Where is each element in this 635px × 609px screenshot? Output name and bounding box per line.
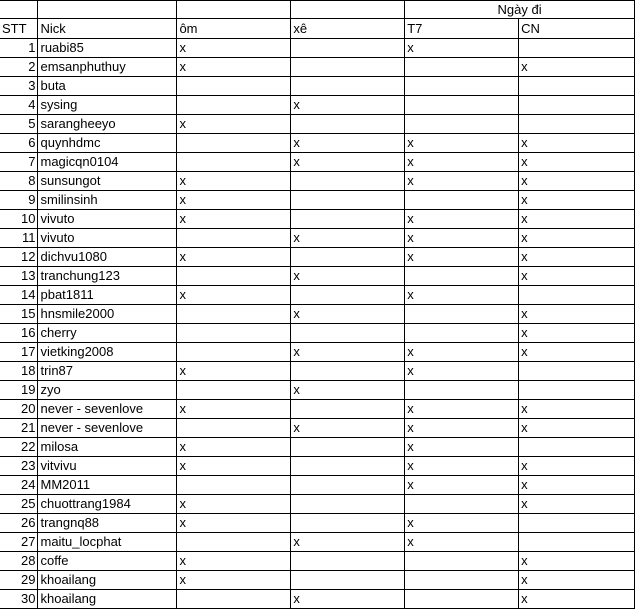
cell-stt[interactable]: 21 (0, 419, 38, 438)
cell-xe[interactable] (291, 552, 405, 571)
cell-t7[interactable]: x (405, 229, 519, 248)
table-row (0, 115, 635, 134)
cell-cn[interactable]: x (519, 343, 635, 362)
cell-xe[interactable] (291, 571, 405, 590)
table-row (0, 362, 635, 381)
cell-nick[interactable]: sarangheeyo (38, 115, 177, 134)
cell-xe[interactable]: x (291, 381, 405, 400)
cell-om[interactable] (177, 419, 291, 438)
cell-om[interactable]: x (177, 495, 291, 514)
cell-t7[interactable] (405, 305, 519, 324)
cell-om[interactable] (177, 324, 291, 343)
header-row (0, 19, 635, 39)
cell-cn[interactable] (519, 77, 635, 96)
cell-cn[interactable] (519, 514, 635, 533)
table-row (0, 96, 635, 115)
table-row (0, 457, 635, 476)
table-row (0, 419, 635, 438)
cell-nick[interactable]: pbat1811 (38, 286, 177, 305)
cell-om[interactable] (177, 590, 291, 609)
cell-t7[interactable] (405, 552, 519, 571)
cell-nick[interactable]: sunsungot (38, 172, 177, 191)
cell-xe[interactable]: x (291, 419, 405, 438)
cell-stt[interactable]: 25 (0, 495, 38, 514)
cell-stt[interactable]: 2 (0, 58, 38, 77)
cell-t7[interactable]: x (405, 210, 519, 229)
cell-nick[interactable]: zyo (38, 381, 177, 400)
cell-stt[interactable]: 22 (0, 438, 38, 457)
cell[interactable] (177, 1, 291, 19)
table-row (0, 324, 635, 343)
cell-t7[interactable]: x (405, 286, 519, 305)
cell-nick[interactable]: quynhdmc (38, 134, 177, 153)
table-row (0, 153, 635, 172)
table-row (0, 476, 635, 495)
cell-om[interactable]: x (177, 571, 291, 590)
table-row (0, 210, 635, 229)
cell-t7[interactable]: x (405, 343, 519, 362)
cell-stt[interactable]: 16 (0, 324, 38, 343)
cell-om[interactable] (177, 229, 291, 248)
cell-xe[interactable] (291, 210, 405, 229)
cell-cn[interactable]: x (519, 229, 635, 248)
cell-t7[interactable]: x (405, 400, 519, 419)
cell-nick[interactable]: magicqn0104 (38, 153, 177, 172)
cell[interactable] (291, 1, 405, 19)
cell-xe[interactable] (291, 77, 405, 96)
cell-stt[interactable]: 30 (0, 590, 38, 609)
cell-xe[interactable]: x (291, 153, 405, 172)
table-row (0, 286, 635, 305)
cell-om[interactable] (177, 381, 291, 400)
cell-nick[interactable]: vietking2008 (38, 343, 177, 362)
table-row (0, 191, 635, 210)
cell-om[interactable] (177, 476, 291, 495)
cell-stt[interactable]: 8 (0, 172, 38, 191)
cell-cn[interactable]: x (519, 571, 635, 590)
cell-stt[interactable]: 5 (0, 115, 38, 134)
cell-cn[interactable]: x (519, 400, 635, 419)
cell-cn[interactable]: x (519, 153, 635, 172)
cell-cn[interactable] (519, 438, 635, 457)
cell-xe[interactable] (291, 476, 405, 495)
cell-cn[interactable] (519, 533, 635, 552)
cell-t7[interactable] (405, 324, 519, 343)
cell-t7[interactable] (405, 571, 519, 590)
cell-nick[interactable]: khoailang (38, 571, 177, 590)
cell-om[interactable] (177, 153, 291, 172)
cell-nick[interactable]: trangnq88 (38, 514, 177, 533)
cell-cn[interactable]: x (519, 210, 635, 229)
cell-t7[interactable]: x (405, 134, 519, 153)
cell-xe[interactable] (291, 324, 405, 343)
table-row (0, 172, 635, 191)
cell-t7[interactable] (405, 58, 519, 77)
cell-t7[interactable] (405, 77, 519, 96)
cell-cn[interactable]: x (519, 248, 635, 267)
cell-t7[interactable] (405, 590, 519, 609)
cell-xe[interactable] (291, 248, 405, 267)
cell-cn[interactable] (519, 381, 635, 400)
cell-nick[interactable]: tranchung123 (38, 267, 177, 286)
cell-nick[interactable]: MM2011 (38, 476, 177, 495)
cell-om[interactable] (177, 305, 291, 324)
cell-om[interactable]: x (177, 248, 291, 267)
cell-nick[interactable]: chuottrang1984 (38, 495, 177, 514)
cell-om[interactable]: x (177, 400, 291, 419)
cell-xe[interactable]: x (291, 343, 405, 362)
column-header-xe[interactable]: xê (291, 19, 405, 39)
table-row (0, 343, 635, 362)
table-row (0, 533, 635, 552)
cell-om[interactable] (177, 533, 291, 552)
table-row (0, 39, 635, 58)
cell-cn[interactable]: x (519, 191, 635, 210)
cell-xe[interactable] (291, 115, 405, 134)
cell-t7[interactable] (405, 115, 519, 134)
cell-stt[interactable]: 6 (0, 134, 38, 153)
cell-xe[interactable] (291, 514, 405, 533)
cell-nick[interactable]: milosa (38, 438, 177, 457)
column-header-t7[interactable]: T7 (405, 19, 519, 39)
cell-nick[interactable]: hnsmile2000 (38, 305, 177, 324)
cell-cn[interactable]: x (519, 267, 635, 286)
cell-om[interactable]: x (177, 39, 291, 58)
cell-nick[interactable]: vitvivu (38, 457, 177, 476)
cell-t7[interactable]: x (405, 172, 519, 191)
cell-xe[interactable]: x (291, 305, 405, 324)
cell[interactable] (0, 1, 38, 19)
cell-t7[interactable] (405, 495, 519, 514)
column-header-nick[interactable]: Nick (38, 19, 177, 39)
table-row (0, 77, 635, 96)
cell-cn[interactable]: x (519, 419, 635, 438)
cell-cn[interactable] (519, 115, 635, 134)
cell-xe[interactable] (291, 58, 405, 77)
cell-xe[interactable] (291, 191, 405, 210)
cell-om[interactable] (177, 267, 291, 286)
table-row (0, 590, 635, 609)
table-row (0, 134, 635, 153)
column-header-cn[interactable]: CN (519, 19, 635, 39)
cell-xe[interactable] (291, 39, 405, 58)
group-header-ngay-di[interactable]: Ngày đi (405, 1, 635, 19)
cell-xe[interactable] (291, 400, 405, 419)
cell-cn[interactable]: x (519, 552, 635, 571)
cell-nick[interactable]: vivuto (38, 210, 177, 229)
cell-om[interactable]: x (177, 210, 291, 229)
table-row (0, 552, 635, 571)
cell-om[interactable]: x (177, 457, 291, 476)
cell-stt[interactable]: 19 (0, 381, 38, 400)
cell-stt[interactable]: 20 (0, 400, 38, 419)
cell-nick[interactable]: emsanphuthuy (38, 58, 177, 77)
cell-stt[interactable]: 15 (0, 305, 38, 324)
cell-nick[interactable]: never - sevenlove (38, 419, 177, 438)
table-row (0, 305, 635, 324)
cell-stt[interactable]: 17 (0, 343, 38, 362)
cell-om[interactable]: x (177, 191, 291, 210)
cell-om[interactable]: x (177, 172, 291, 191)
cell-stt[interactable]: 13 (0, 267, 38, 286)
cell-nick[interactable]: buta (38, 77, 177, 96)
cell-t7[interactable]: x (405, 248, 519, 267)
title-row (0, 1, 635, 19)
cell-t7[interactable]: x (405, 514, 519, 533)
cell-cn[interactable]: x (519, 58, 635, 77)
cell-nick[interactable]: cherry (38, 324, 177, 343)
cell-xe[interactable]: x (291, 590, 405, 609)
cell-t7[interactable] (405, 267, 519, 286)
cell-xe[interactable]: x (291, 533, 405, 552)
table-row (0, 229, 635, 248)
table-row (0, 438, 635, 457)
table-row (0, 248, 635, 267)
cell-cn[interactable]: x (519, 172, 635, 191)
cell-t7[interactable] (405, 191, 519, 210)
cell-t7[interactable]: x (405, 457, 519, 476)
cell-nick[interactable]: khoailang (38, 590, 177, 609)
cell-stt[interactable]: 3 (0, 77, 38, 96)
cell-xe[interactable] (291, 438, 405, 457)
cell-cn[interactable] (519, 362, 635, 381)
cell-nick[interactable]: sysing (38, 96, 177, 115)
cell-om[interactable] (177, 96, 291, 115)
cell-om[interactable]: x (177, 286, 291, 305)
cell-t7[interactable]: x (405, 39, 519, 58)
cell-stt[interactable]: 9 (0, 191, 38, 210)
table-row (0, 58, 635, 77)
table-row (0, 514, 635, 533)
cell-stt[interactable]: 1 (0, 39, 38, 58)
cell-nick[interactable]: ruabi85 (38, 39, 177, 58)
cell-stt[interactable]: 26 (0, 514, 38, 533)
cell-stt[interactable]: 27 (0, 533, 38, 552)
cell-cn[interactable]: x (519, 457, 635, 476)
cell-cn[interactable] (519, 96, 635, 115)
cell-t7[interactable]: x (405, 533, 519, 552)
cell-xe[interactable] (291, 457, 405, 476)
cell-nick[interactable]: trin87 (38, 362, 177, 381)
cell-stt[interactable]: 29 (0, 571, 38, 590)
cell-t7[interactable]: x (405, 362, 519, 381)
cell-xe[interactable] (291, 286, 405, 305)
cell-xe[interactable]: x (291, 229, 405, 248)
cell-stt[interactable]: 14 (0, 286, 38, 305)
cell-stt[interactable]: 12 (0, 248, 38, 267)
table-row (0, 400, 635, 419)
cell-om[interactable] (177, 343, 291, 362)
cell[interactable] (38, 1, 177, 19)
cell-cn[interactable]: x (519, 495, 635, 514)
cell-nick[interactable]: maitu_locphat (38, 533, 177, 552)
cell-xe[interactable] (291, 495, 405, 514)
cell-xe[interactable] (291, 172, 405, 191)
cell-t7[interactable]: x (405, 419, 519, 438)
table-row (0, 381, 635, 400)
cell-stt[interactable]: 28 (0, 552, 38, 571)
column-header-stt[interactable]: STT (0, 19, 38, 39)
cell-t7[interactable]: x (405, 153, 519, 172)
cell-t7[interactable] (405, 381, 519, 400)
cell-t7[interactable]: x (405, 438, 519, 457)
cell-nick[interactable]: dichvu1080 (38, 248, 177, 267)
cell-om[interactable]: x (177, 514, 291, 533)
cell-nick[interactable]: vivuto (38, 229, 177, 248)
cell-stt[interactable]: 18 (0, 362, 38, 381)
cell-cn[interactable]: x (519, 324, 635, 343)
cell-cn[interactable] (519, 39, 635, 58)
cell-om[interactable] (177, 134, 291, 153)
cell-cn[interactable]: x (519, 590, 635, 609)
cell-om[interactable] (177, 77, 291, 96)
cell-om[interactable]: x (177, 438, 291, 457)
cell-cn[interactable]: x (519, 134, 635, 153)
table-row (0, 571, 635, 590)
cell-stt[interactable]: 11 (0, 229, 38, 248)
cell-om[interactable]: x (177, 552, 291, 571)
cell-om[interactable]: x (177, 362, 291, 381)
cell-stt[interactable]: 7 (0, 153, 38, 172)
cell-xe[interactable] (291, 362, 405, 381)
cell-nick[interactable]: coffe (38, 552, 177, 571)
cell-stt[interactable]: 10 (0, 210, 38, 229)
cell-t7[interactable] (405, 96, 519, 115)
table-row (0, 495, 635, 514)
cell-nick[interactable]: never - sevenlove (38, 400, 177, 419)
cell-stt[interactable]: 4 (0, 96, 38, 115)
cell-cn[interactable]: x (519, 476, 635, 495)
cell-xe[interactable]: x (291, 134, 405, 153)
cell-nick[interactable]: smilinsinh (38, 191, 177, 210)
table-row (0, 267, 635, 286)
cell-om[interactable]: x (177, 115, 291, 134)
cell-t7[interactable]: x (405, 476, 519, 495)
cell-stt[interactable]: 23 (0, 457, 38, 476)
cell-cn[interactable] (519, 286, 635, 305)
cell-xe[interactable]: x (291, 267, 405, 286)
cell-stt[interactable]: 24 (0, 476, 38, 495)
cell-xe[interactable]: x (291, 96, 405, 115)
cell-cn[interactable]: x (519, 305, 635, 324)
cell-om[interactable]: x (177, 58, 291, 77)
column-header-om[interactable]: ôm (177, 19, 291, 39)
